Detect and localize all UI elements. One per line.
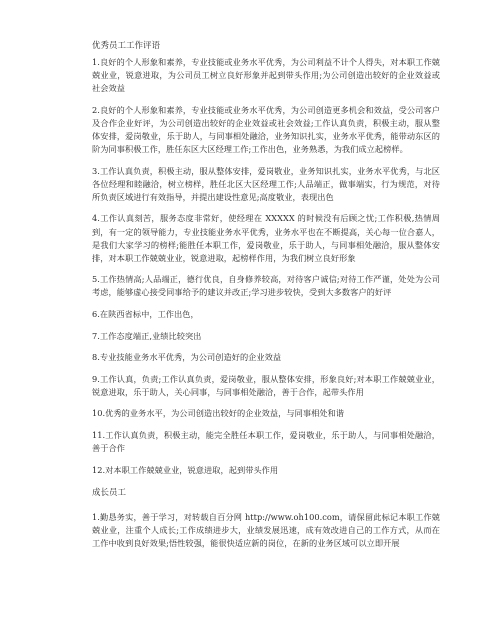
section-growth-paragraph-1: 1.勤恳务实，善于学习，对转载自百分网 http://www.oh100.com，请保留此标记本职工作兢兢业业，注重个人成长;工作成绩进步大，业绩发展迅速，成有效改进自己的工作方式，从而在工作中收到良好效果;悟性较强，能很快适应新的岗位，在新的业务区域可以立即开展 [92, 511, 440, 549]
paragraph-4: 4.工作认真刻苦，服务态度非常好，使经理在 XXXXX 的时候没有后顾之忧;工作积极,热情周到，有一定的领导能力，专业技能业务水平优秀，业务水平也在不断提高，关心每一位合嘉人，是我们大家学习的榜样;能胜任本职工作，爱岗敬业，乐于助人，与同事相处融洽，服从整体安排，对本职工作兢兢业业，锐意进取，起榜样作用，为我们树立良好形象 [92, 213, 440, 263]
paragraph-8: 8.专业技能业务水平优秀，为公司创造好的企业效益 [92, 352, 282, 363]
paragraph-5: 5.工作热情高;人品端正，德行优良，自身修养较高，对待客户诚信;对待工作严谨，处处为公司考虑，能够虚心接受同事给予的建议并改正;学习进步较快，受到大多数客户的好评 [92, 274, 440, 298]
paragraph-3: 3.工作认真负责，积极主动，服从整体安排，爱岗敬业，业务知识扎实，业务水平优秀，与北区各位经理和睦融洽，树立榜样，胜任北区大区经理工作;人品端正，做事端实，行为规范，对待所负责区域进行有效指导，并提出建设性意见;高度敬业，表现出色 [92, 165, 440, 202]
paragraph-1: 1.良好的个人形象和素养，专业技能或业务水平优秀，为公司利益不计个人得失，对本职工作兢兢业业，锐意进取，为公司员工树立良好形象并起到带头作用;为公司创造出较好的企业效益或社会效益 [92, 57, 440, 94]
paragraph-7: 7.工作态度端正,业绩比较突出 [92, 330, 202, 341]
paragraph-10: 10.优秀的业务水平，为公司创造出较好的企业效益，与同事相处和谐 [92, 408, 345, 419]
document-title: 优秀员工工作评语 [92, 41, 161, 51]
paragraph-9: 9.工作认真，负责;工作认真负责，爱岗敬业，服从整体安排，形象良好;对本职工作兢兢业业，锐意进取，乐于助人，关心同事，与同事相处融洽，善于合作，起带头作用 [92, 373, 440, 397]
paragraph-11: 11.工作认真负责，积极主动，能完全胜任本职工作，爱岗敬业，乐于助人，与同事相处融洽，善于合作 [92, 430, 440, 454]
section-title-growth: 成长员工 [92, 487, 127, 498]
paragraph-12: 12.对本职工作兢兢业业，锐意进取，起到带头作用 [92, 464, 279, 475]
paragraph-2: 2.良好的个人形象和素养，专业技能或业务水平优秀，为公司创造更多机会和效益，受公司客户及合作企业好评，为公司创造出较好的企业效益或社会效益;工作认真负责，积极主动，服从整体安排，爱岗敬业，乐于助人，与同事相处融洽，业务知识扎实，业务水平优秀，能带动东区的阶为同事积极工作，胜任东区大区经理工作;工作出色，业务熟悉，为我们成立起榜样。 [92, 104, 440, 155]
paragraph-6: 6.在陕西省标中，工作出色， [92, 309, 199, 319]
